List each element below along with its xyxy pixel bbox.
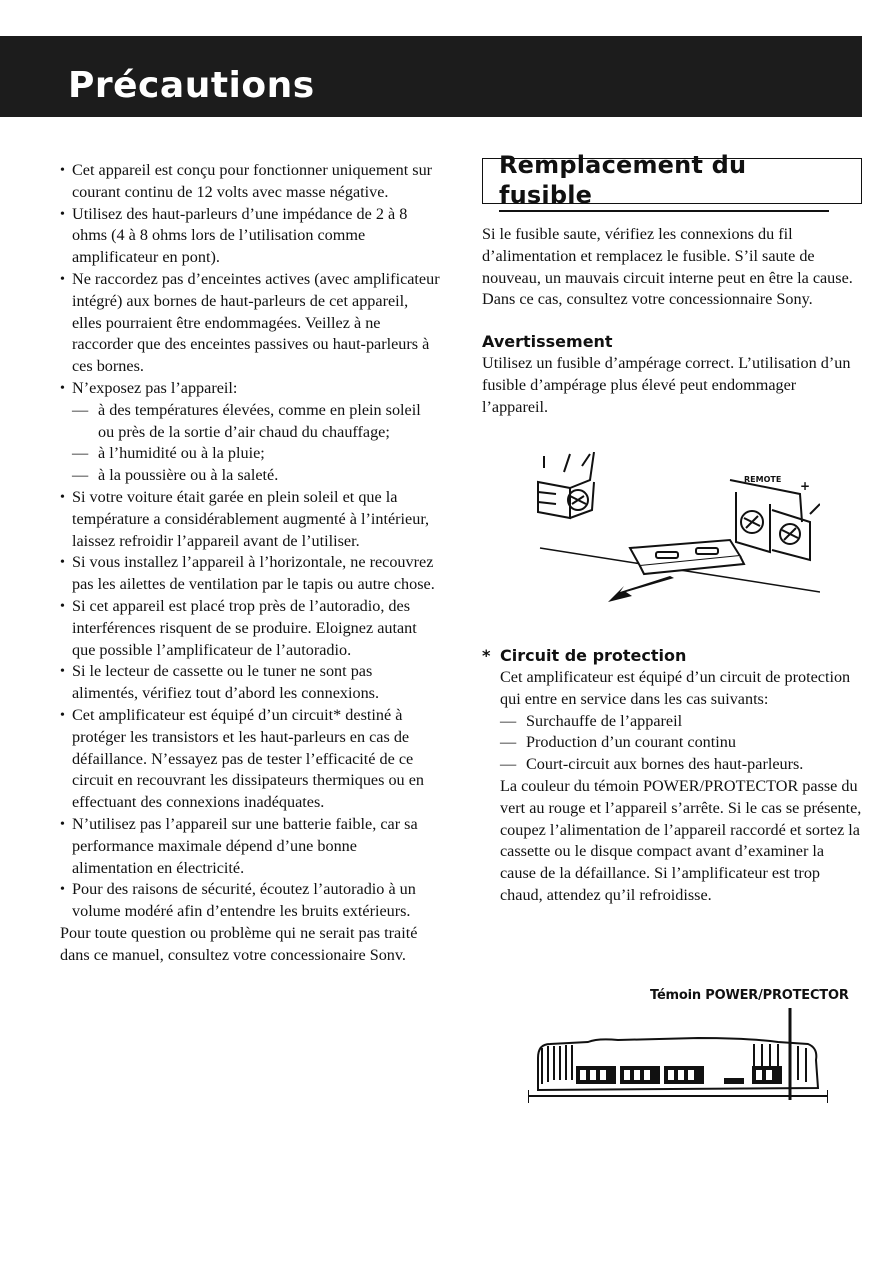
list-item [60, 269, 440, 378]
remote-label: REMOTE [744, 475, 782, 484]
list-item-text: Ne raccordez pas d’enceintes actives (avec amplificateur intégré) aux bornes de haut-parleurs de cet appareil, elles pourraient être endommagées. Veillez à ne raccorder que des enceintes passives ou haut-parleurs à ces bornes. [72, 269, 440, 376]
warning-text: Utilisez un fusible d’ampérage correct. L’utilisation d’un fusible d’ampérage plus élevé peut endommager l’appareil. [482, 354, 851, 416]
list-item-text: Si le lecteur de cassette ou le tuner ne sont pas alimentés, vérifiez tout d’abord les connexions. [72, 662, 380, 703]
terminal-block-left [538, 452, 594, 518]
protection-heading: Circuit de protection [500, 646, 687, 665]
list-item [60, 879, 440, 923]
sub-list-item-text: à l’humidité ou à la pluie; [98, 444, 265, 463]
sub-list-item [72, 465, 440, 487]
list-item [60, 596, 440, 661]
precautions-column [60, 160, 440, 966]
dash-mark: — [500, 711, 517, 730]
fuse-replacement-illustration [520, 452, 820, 612]
plus-label: + [800, 479, 811, 493]
sub-list [72, 400, 440, 487]
fuse [630, 540, 744, 574]
list-item-text: Utilisez des haut-parleurs d’une impédance de 2 à 8 ohms (4 à 8 ohms lors de l’utilisation comme amplificateur en pont). [72, 204, 408, 267]
protection-section [482, 645, 862, 907]
list-item-text: Cet appareil est conçu pour fonctionner uniquement sur courant continu de 12 volts avec masse négative. [72, 161, 433, 201]
dash-mark: — [500, 733, 517, 752]
sub-list-item [500, 754, 862, 776]
sub-list-item [500, 732, 862, 754]
dash-mark: — [500, 755, 517, 774]
sub-list-item-text: à la poussière ou à la saleté. [98, 466, 279, 485]
list-item-text: Si vous installez l’appareil à l’horizontale, ne recouvrez pas les ailettes de ventilation par le tapis ou autre chose. [72, 553, 435, 594]
protection-text: La couleur du témoin POWER/PROTECTOR passe du vert au rouge et l’appareil s’arrête. Si le cas se présente, coupez l’alimentation de l’appareil raccordé et sortez la cassette ou le disque compact avant d’examiner la cause de la défaillance. Si l’amplificateur est trop chaud, attendez qu’il refroidisse. [500, 776, 862, 904]
list-item [60, 552, 440, 596]
fuse-heading-box [482, 151, 862, 209]
list-item [60, 814, 440, 879]
list-item-text: N’utilisez pas l’appareil sur une batterie faible, car sa performance maximale dépend d’une bonne alimentation en électricité. [72, 814, 418, 877]
fuse-intro: Si le fusible saute, vérifiez les connexions du fil d’alimentation et remplacez le fusible. S’il saute de nouveau, un mauvais circuit interne peut en être la cause. Dans ce cas, consultez votre concessionnaire Sony. [482, 225, 853, 309]
sub-list-item [72, 400, 440, 444]
list-item-text: Si cet appareil est placé trop près de l’autoradio, des interférences risquent de se produire. Eloignez autant que possible l’amplificateur de l’autoradio. [72, 596, 417, 659]
protection-cases [500, 711, 862, 776]
list-item [60, 204, 440, 269]
amplifier-illustration [528, 1008, 828, 1103]
fuse-section [482, 151, 862, 419]
sub-list-item [72, 443, 440, 465]
list-item [60, 487, 440, 552]
list-item-text: N’exposez pas l’appareil: [72, 378, 238, 397]
list-item [60, 378, 440, 487]
sub-list-item [500, 711, 862, 733]
dash-mark: — [72, 444, 89, 463]
sub-list-item-text: Court-circuit aux bornes des haut-parleurs. [526, 755, 804, 774]
protection-intro: Cet amplificateur est équipé d’un circuit de protection qui entre en service dans les cas suivants: [500, 668, 851, 708]
list-item-text: Si votre voiture était garée en plein soleil et que la température a considérablement augmenté à l’intérieur, laissez refroidir l’appareil avant de l’utiliser. [72, 487, 430, 550]
contact-note: Pour toute question ou problème qui ne serait pas traité dans ce manuel, consultez votre concessionaire Sonv. [60, 923, 418, 964]
fuse-heading: Remplacement du fusible [499, 150, 829, 212]
page-title: Précautions [68, 65, 315, 106]
removal-arrow [608, 576, 674, 602]
list-item [60, 661, 440, 705]
sub-list-item-text: à des températures élevées, comme en plein soleil ou près de la sortie d’air chaud du chauffage; [98, 400, 421, 441]
sub-list-item-text: Surchauffe de l’appareil [526, 711, 683, 730]
list-item-text: Cet amplificateur est équipé d’un circuit* destiné à protéger les transistors et les haut-parleurs en cas de défaillance. N’essayez pas de tester l’efficacité de ce circuit en recouvrant les dissipateurs thermiques ou en effectuant des connexions inadéquates. [72, 705, 424, 812]
list-item-text: Pour des raisons de sécurité, écoutez l’autoradio à un volume modéré afin d’entendre les bruits extérieurs. [72, 880, 416, 921]
warning-heading: Avertissement [482, 332, 613, 352]
protection-body [482, 645, 862, 907]
dash-mark: — [72, 400, 89, 419]
precautions-list [60, 160, 440, 923]
indicator-label: Témoin POWER/PROTECTOR [650, 988, 849, 1003]
dash-mark: — [72, 466, 89, 485]
footnote-star: * [482, 646, 491, 665]
list-item [60, 160, 440, 204]
list-item [60, 705, 440, 814]
sub-list-item-text: Production d’un courant continu [526, 733, 736, 752]
